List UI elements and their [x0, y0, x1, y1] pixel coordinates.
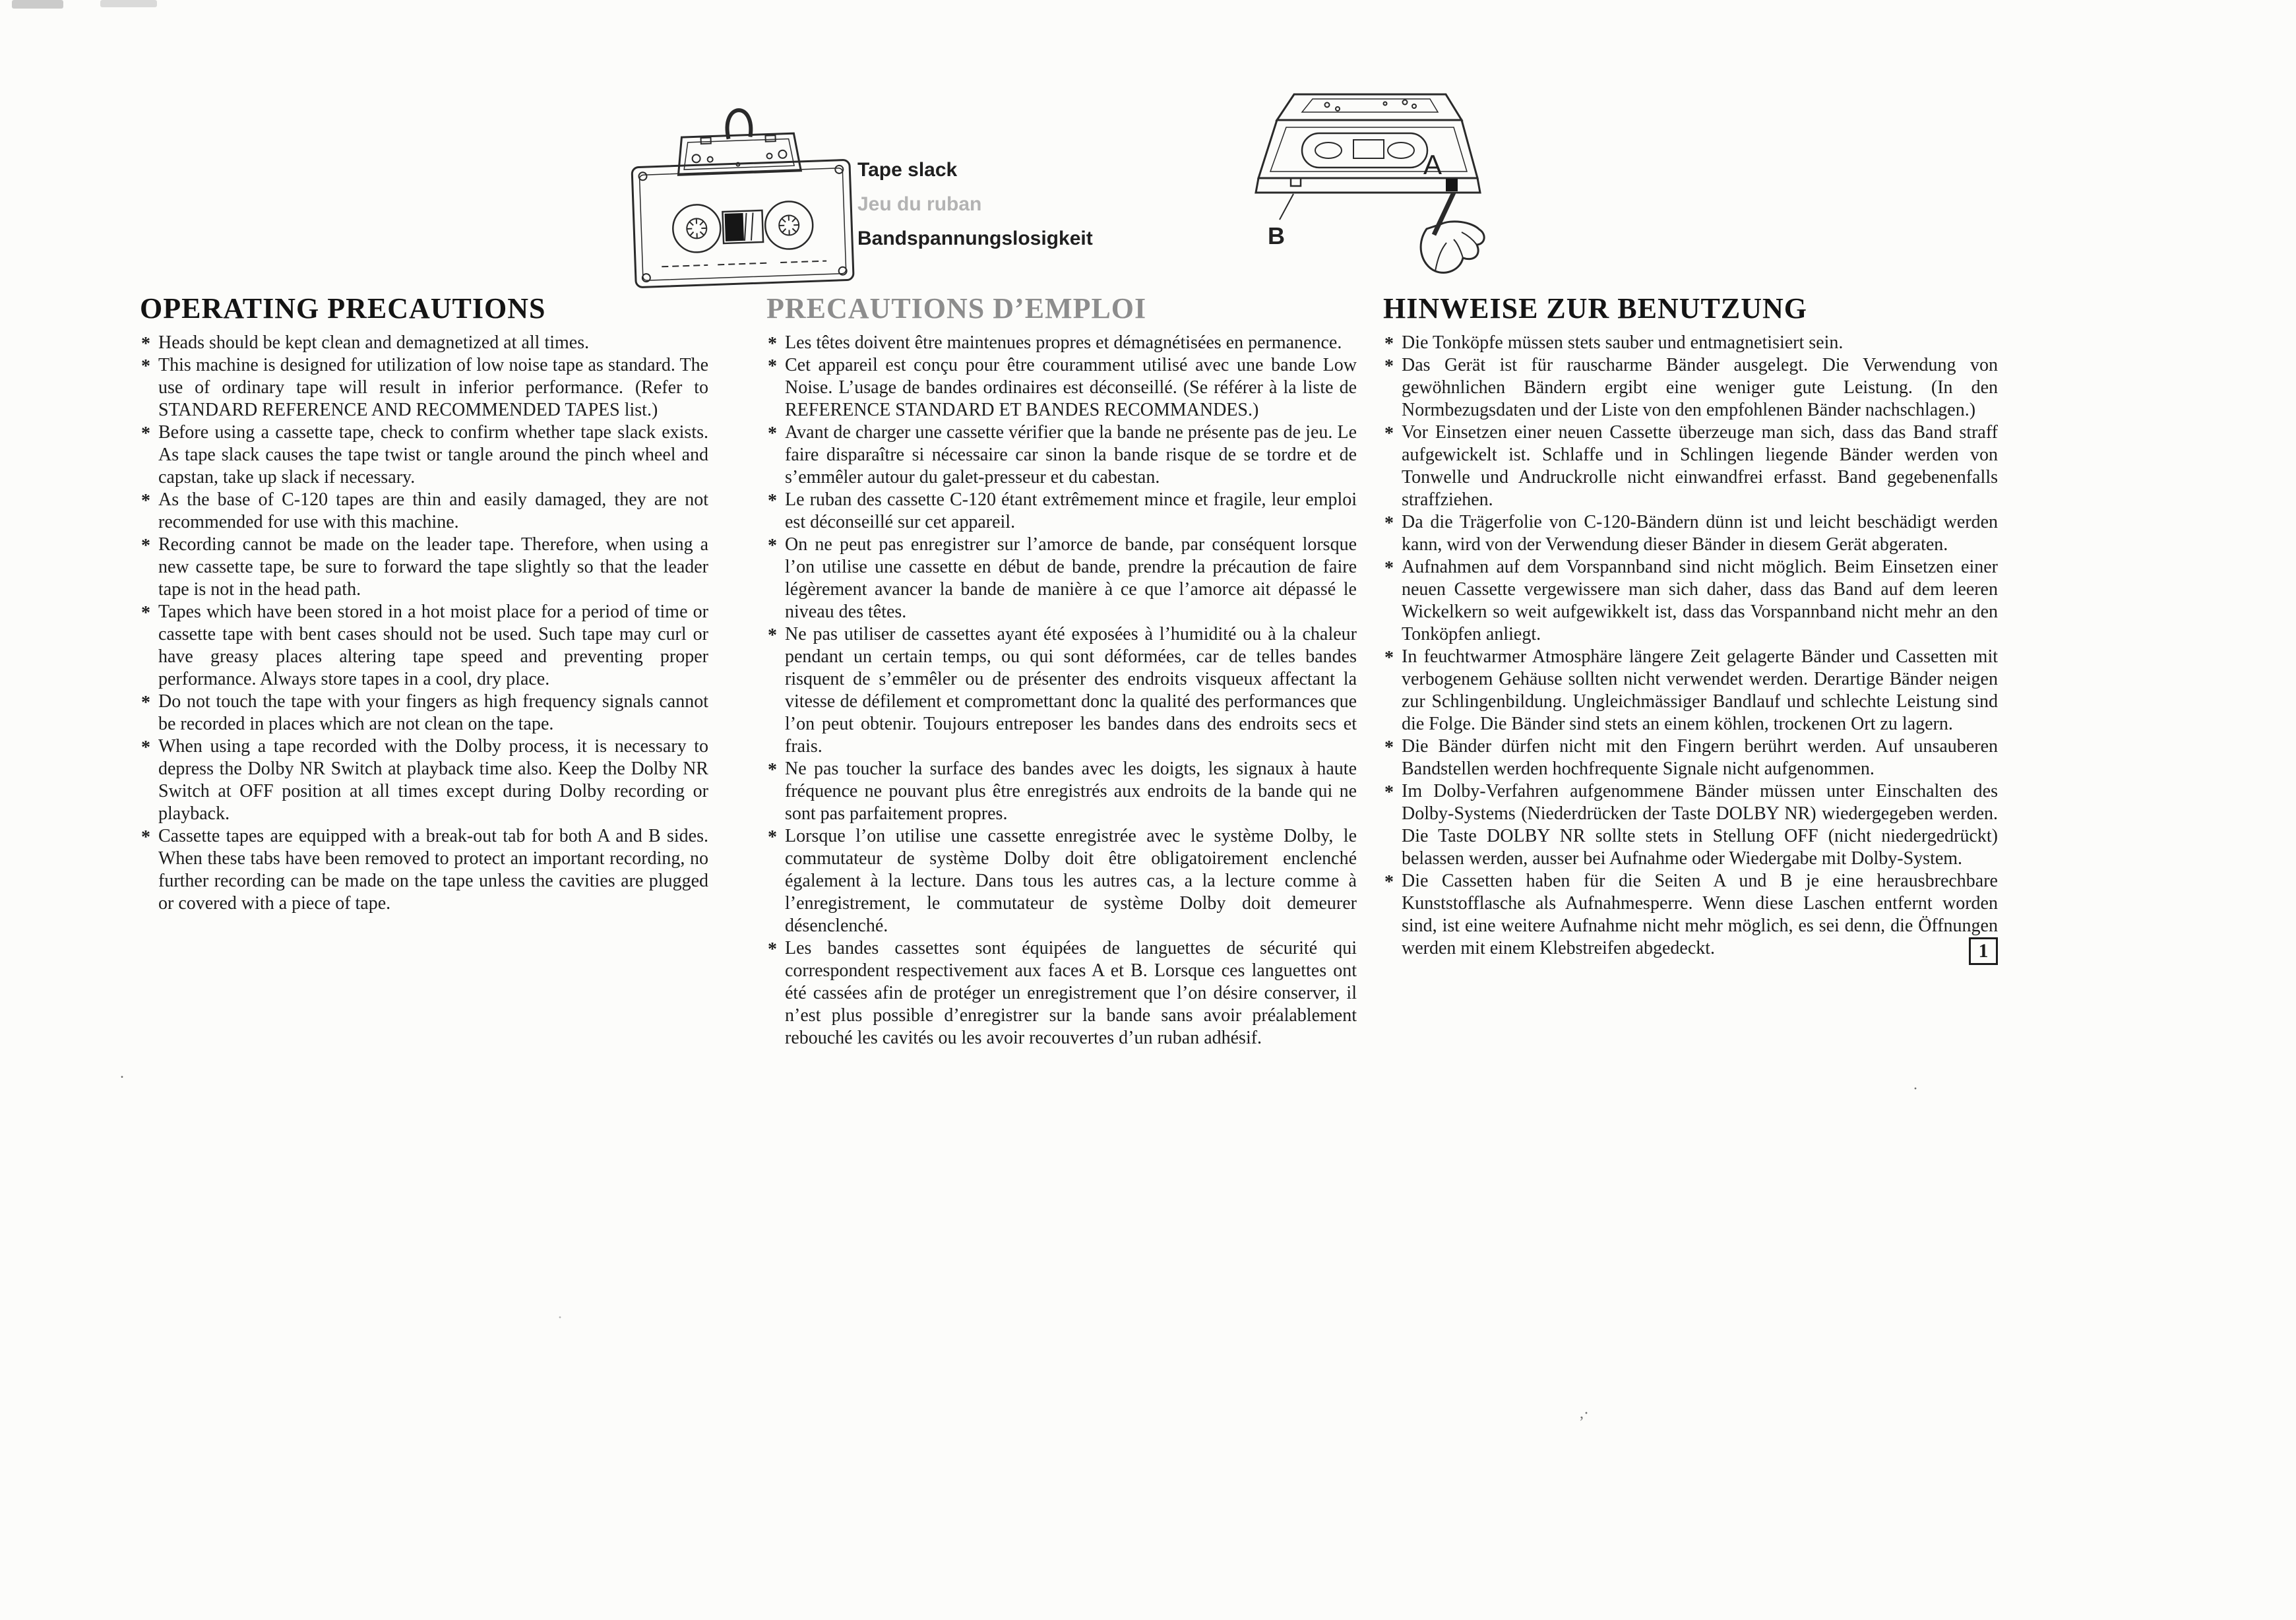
bullet-marker: *	[768, 536, 777, 557]
caption-bandspannungslosigkeit: Bandspannungslosigkeit	[857, 228, 1093, 249]
bullet-marker: *	[768, 334, 777, 355]
german-bullet-list	[1383, 332, 1998, 960]
bullet-text: When using a tape recorded with the Dolby process, it is necessary to depress the Dolby NR Switch at playback time also. Keep the Dolby NR Switch at OFF position at all times except during Dolby recording or playback.	[158, 736, 708, 825]
bullet-text: Tapes which have been stored in a hot moist place for a period of time or cassette tape with bent cases should not be used. Such tape may curl or have greasy places altering tape speed and preventing proper performance. Always store tapes in a cool, dry place.	[158, 602, 708, 690]
cassette-perspective-figure	[1228, 84, 1512, 282]
bullet-text: Ne pas utiliser de cassettes ayant été exposées à l’humidité ou à la chaleur pendant un certain temps, ou qui sont déformées, car de telles bandes risquent de s’emmêler ou de présenter des endroits visqueux affectant la vitesse de défilement et compromettant donc la qualité des performances que l’on peut obtenir. Toujours entreposer les bandes dans des endroits secs et frais.	[785, 624, 1357, 757]
french-heading: PRECAUTIONS D’EMPLOI	[766, 292, 1147, 325]
bullet-item	[1383, 421, 1998, 511]
bullet-text: Le ruban des cassette C-120 étant extrêmement mince et fragile, leur emploi est déconseillé sur cet appareil.	[785, 489, 1357, 533]
bullet-item	[1383, 556, 1998, 646]
bullet-text: On ne peut pas enregistrer sur l’amorce de bande, par conséquent lorsque l’on utilise une cassette en début de bande, prendre la précaution de faire légèrement avancer la bande de manière à ce que l’amorce ait dépassé le niveau des têtes.	[785, 534, 1357, 623]
bullet-marker: *	[141, 423, 150, 445]
bullet-marker: *	[1384, 737, 1394, 759]
bullet-text: Avant de charger une cassette vérifier que la bande ne présente pas de jeu. Le faire disparaître si nécessaire car sinon la bande risque de se tordre et de s’emmêler autour du galet-presseur et du cabestan.	[785, 422, 1357, 488]
bullet-marker: *	[1384, 782, 1394, 803]
scan-speck: ,·	[1580, 1405, 1589, 1422]
english-bullet-list	[140, 332, 708, 915]
english-heading: OPERATING PRECAUTIONS	[140, 292, 546, 325]
scan-speck: ·	[1913, 1080, 1918, 1098]
scan-speck: ·	[557, 1309, 563, 1326]
bullet-item	[140, 601, 708, 691]
bullet-marker: *	[1384, 513, 1394, 534]
bullet-text: Vor Einsetzen einer neuen Cassette überzeuge man sich, dass das Band straff aufgewickelt ist. Schlaffe und in Schlingen liegende Bänder werden von Tonwelle und Andruckrolle nicht einwandfrei erfasst. Band gegebenenfalls straffziehen.	[1402, 422, 1998, 511]
bullet-marker: *	[141, 536, 150, 557]
bullet-text: Do not touch the tape with your fingers as high frequency signals cannot be recorded in places which are not clean on the tape.	[158, 691, 708, 735]
tab-notch-b	[1291, 178, 1301, 186]
bullet-marker: *	[768, 827, 777, 848]
side-a-label: A	[1423, 149, 1443, 180]
bullet-text: In feuchtwarmer Atmosphäre längere Zeit gelagerte Bänder und Cassetten mit verbogenem Gehäuse sollten nicht verwendet werden. Derartige Bänder neigen zur Schlingenbildung. Ungleichmässiger Bandlauf und schlechte Leistung sind die Folge. Die Bänder sind stets an einem köhlen, trockenen Ort zu lagern.	[1402, 646, 1998, 735]
french-bullet-list	[766, 332, 1357, 1049]
bullet-text: Ne pas toucher la surface des bandes avec les doigts, les signaux à haute fréquence ne pouvant plus être enregistrés aux endroits de la bande qui ne sont pas parfaitement propres.	[785, 759, 1357, 825]
bullet-text: Im Dolby-Verfahren aufgenommene Bänder müssen unter Einschalten des Dolby-Systems (Niederdrücken der Taste DOLBY NR) wiedergegeben werden. Die Taste DOLBY NR sollte stets in Stellung OFF (nicht niedergedrückt) belassen werden, ausser bei Aufnahme oder Wiedergabe mit Dolby-System.	[1402, 781, 1998, 869]
bullet-item	[140, 534, 708, 601]
bullet-marker: *	[141, 737, 150, 759]
reel-right	[764, 201, 813, 249]
bullet-text: This machine is designed for utilization of low noise tape as standard. The use of ordinary tape will result in inferior performance. (Refer to STANDARD REFERENCE AND RECOMMENDED TAPES list.)	[158, 355, 708, 421]
cassette-perspective-illustration	[1228, 84, 1512, 282]
bullet-item	[1383, 870, 1998, 960]
cassette-top-face	[1277, 94, 1462, 120]
bullet-text: Recording cannot be made on the leader tape. Therefore, when using a new cassette tape, be sure to forward the tape slightly so that the leader tape is not in the head path.	[158, 534, 708, 600]
bullet-marker: *	[1384, 356, 1394, 377]
bullet-item	[1383, 354, 1998, 421]
bullet-marker: *	[141, 356, 150, 377]
break-out-tab	[1446, 179, 1458, 191]
bullet-text: As the base of C-120 tapes are thin and easily damaged, they are not recommended for use with this machine.	[158, 489, 708, 533]
bullet-text: Heads should be kept clean and demagnetized at all times.	[158, 332, 590, 354]
cassette-front-figure	[623, 98, 861, 296]
caption-jeu-du-ruban: Jeu du ruban	[857, 193, 982, 215]
bullet-marker: *	[141, 334, 150, 355]
hand	[1421, 222, 1484, 273]
bullet-marker: *	[768, 760, 777, 781]
bullet-marker: *	[1384, 334, 1394, 355]
reel-left	[672, 204, 721, 253]
bullet-item	[766, 825, 1357, 937]
bullet-text: Die Tonköpfe müssen stets sauber und entmagnetisiert sein.	[1402, 332, 1844, 354]
bullet-marker: *	[768, 939, 777, 960]
bullet-item	[1383, 780, 1998, 870]
bullet-item	[1383, 646, 1998, 735]
hub-left	[1315, 142, 1342, 158]
side-b-label: B	[1268, 222, 1285, 249]
bullet-text: Die Cassetten haben für die Seiten A und B je eine herausbrechbare Kunststofflasche als Aufnahmesperre. Wenn diese Laschen entfernt worden sind, ist eine weitere Aufnahme nicht mehr möglich, es sei denn, die Öffnungen werden mit einem Klebstreifen abgedeckt.	[1402, 871, 1998, 959]
bullet-item	[766, 534, 1357, 623]
bullet-marker: *	[768, 625, 777, 646]
hub-right	[1388, 142, 1414, 158]
bullet-item	[766, 489, 1357, 534]
bullet-text: Les bandes cassettes sont équipées de languettes de sécurité qui correspondent respectivement aux faces A et B. Lorsque ces languettes ont été cassées afin de protéger un enregistrement que l’on désire conserver, il n’est plus possible d’enregistrer sur la bande sans avoir préalablement rebouché les cavités ou les avoir recouvertes d’un ruban adhésif.	[785, 938, 1357, 1049]
bullet-marker: *	[1384, 872, 1394, 893]
tool-shaft	[1434, 193, 1454, 235]
cassette-front-illustration	[623, 98, 861, 296]
bullet-item	[140, 421, 708, 489]
bullet-item	[766, 354, 1357, 421]
bullet-marker: *	[768, 423, 777, 445]
scan-artifact	[12, 0, 63, 9]
bullet-item	[140, 332, 708, 354]
bullet-item	[140, 489, 708, 534]
tape-window-perspective	[1353, 140, 1384, 158]
column-english	[140, 294, 708, 915]
column-german	[1383, 294, 1998, 960]
hub-opening-outline	[1302, 133, 1427, 168]
figure-caption-block	[857, 153, 1093, 256]
bullet-item	[766, 937, 1357, 1049]
bullet-item	[140, 354, 708, 421]
bullet-item	[766, 421, 1357, 489]
bullet-text: Aufnahmen auf dem Vorspannband sind nicht möglich. Beim Einsetzen einer neuen Cassette vergewissere man sich daher, dass das Band auf dem leeren Wickelkern so weit aufgewikkelt ist, dass das Vorspannband nicht mehr an den Tonköpfen anliegt.	[1402, 557, 1998, 645]
bullet-item	[1383, 511, 1998, 556]
scan-speck: .	[120, 1065, 124, 1082]
bullet-marker: *	[768, 356, 777, 377]
bullet-text: Lorsque l’on utilise une cassette enregistrée avec le système Dolby, le commutateur de système Dolby doit être obligatoirement enclenché également à la lecture. Dans tous les autres cas, a la lecture comme à l’enregistrement, le commutateur de système Dolby doit demeurer désenclenché.	[785, 826, 1357, 937]
bullet-marker: *	[768, 491, 777, 512]
bullet-text: Die Bänder dürfen nicht mit den Fingern berührt werden. Auf unsauberen Bandstellen werden hochfrequente Signale nicht aufgenommen.	[1402, 736, 1998, 780]
b-leader-line	[1280, 194, 1293, 220]
bullet-marker: *	[141, 603, 150, 624]
bullet-item	[766, 332, 1357, 354]
cassette-front-face	[1258, 120, 1477, 178]
bullet-item	[1383, 332, 1998, 354]
bullet-item	[140, 825, 708, 915]
bullet-text: Before using a cassette tape, check to confirm whether tape slack exists. As tape slack causes the tape twist or tangle around the pinch wheel and capstan, take up slack if necessary.	[158, 422, 708, 488]
column-french	[766, 294, 1357, 1049]
german-heading: HINWEISE ZUR BENUTZUNG	[1383, 292, 1808, 325]
bullet-item	[766, 623, 1357, 758]
bullet-marker: *	[1384, 648, 1394, 669]
bullet-marker: *	[141, 491, 150, 512]
scan-artifact	[100, 0, 157, 7]
bullet-marker: *	[1384, 558, 1394, 579]
bullet-marker: *	[1384, 423, 1394, 445]
page-number-badge: 1	[1969, 937, 1998, 965]
bullet-item	[766, 758, 1357, 825]
bullet-item	[1383, 735, 1998, 780]
bullet-marker: *	[141, 827, 150, 848]
bullet-marker: *	[141, 693, 150, 714]
bullet-text: Das Gerät ist für rauscharme Bänder ausgelegt. Die Verwendung von gewöhnlichen Bändern ergibt eine weniger gute Leistung. (In den Normbezugsdaten und der Liste von den empfohlenen Bänder nachschlagen.)	[1402, 355, 1998, 421]
bullet-text: Les têtes doivent être maintenues propres et démagnétisées en permanence.	[785, 332, 1342, 354]
bullet-text: Cassette tapes are equipped with a break-out tab for both A and B sides. When these tabs have been removed to protect an important recording, no further recording can be made on the tape unless the cavities are plugged or covered with a piece of tape.	[158, 826, 708, 914]
bullet-text: Cet appareil est conçu pour être couramment utilisé avec une bande Low Noise. L’usage de bandes ordinaires est déconseillé. (Se référer à la liste de REFERENCE STANDARD ET BANDES RECOMMANDES.)	[785, 355, 1357, 421]
bullet-item	[140, 735, 708, 825]
bullet-text: Da die Trägerfolie von C-120-Bändern dünn ist und leicht beschädigt werden kann, wird von der Verwendung dieser Bänder in diesem Gerät abgeraten.	[1402, 512, 1998, 555]
bullet-item	[140, 691, 708, 735]
caption-tape-slack: Tape slack	[857, 159, 958, 181]
tape-pack	[725, 213, 744, 241]
